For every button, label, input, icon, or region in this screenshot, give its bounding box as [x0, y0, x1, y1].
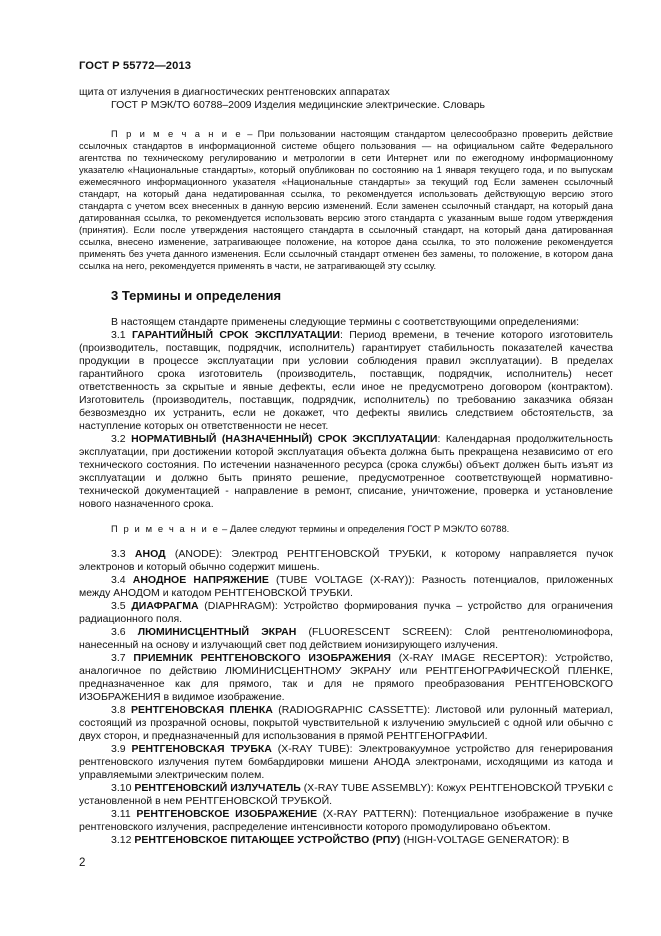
term-name: РЕНТГЕНОВСКОЕ ПИТАЮЩЕЕ УСТРОЙСТВО (РПУ): [134, 834, 401, 846]
term-definition: (X-RAY TUBE ASSEMBLY): Кожух РЕНТГЕНОВСКОЙ ТРУБКИ с установленной в нем РЕНТГЕНОВСКОЙ ТРУБКОЙ.: [79, 782, 613, 807]
term-definition: (X-RAY PATTERN): Потенциальное изображение в пучке рентгеновского излучения, распределение интенсивности которого промодулировано объектом.: [79, 808, 614, 833]
term-number: 3.6: [111, 626, 138, 638]
term-name: РЕНТГЕНОВСКАЯ ТРУБКА: [131, 743, 272, 755]
term-name: РЕНТГЕНОВСКИЙ ИЗЛУЧАТЕЛЬ: [134, 782, 301, 794]
term-name: РЕНТГЕНОВСКОЕ ИЗОБРАЖЕНИЕ: [136, 808, 318, 820]
intro-line-2: ГОСТ Р МЭК/ТО 60788–2009 Изделия медицинские электрические. Словарь: [111, 99, 486, 111]
term-number: 3.3: [111, 548, 135, 560]
term-name: ЛЮМИНИСЦЕНТНЫЙ ЭКРАН: [137, 626, 297, 638]
term-number: 3.7: [111, 652, 134, 664]
note-label: П р и м е ч а н и е: [111, 523, 220, 534]
term-definition: (DIAPHRAGM): Устройство формирования пучка – устройство для ограничения радиационного поля.: [79, 600, 613, 625]
term-definition: (X-RAY IMAGE RECEPTOR): Устройство, аналогичное по действию ЛЮМИНИСЦЕНТНОМУ ЭКРАНУ или РЕНТГЕНОГРАФИЧЕСКОЙ ПЛЕНКЕ, предназначенное как для прямого, так и для не прямого преобразования РЕНТГЕНОВСКОГО ИЗОБРАЖЕНИЯ в видимое изображение.: [79, 652, 613, 703]
term-3-4: [79, 574, 613, 600]
term-number: 3.9: [111, 743, 132, 755]
term-3-8: [79, 704, 613, 743]
term-3-3: [79, 548, 613, 574]
term-name: АНОД: [134, 548, 166, 560]
term-3-9: [79, 743, 613, 782]
term-definition: (FLUORESCENT SCREEN): Слой рентгенолюминофора, нанесенный на основу и излучающий свет под действием ионизирующего излучения.: [79, 626, 614, 651]
standard-code-header: ГОСТ Р 55772—2013: [79, 60, 192, 72]
term-definition: (TUBE VOLTAGE (X-RAY)): Разность потенциалов, приложенных между АНОДОМ и катодом РЕНТГЕНОВСКОЙ ТРУБКИ.: [79, 574, 614, 599]
term-definition: (X-RAY TUBE): Электровакуумное устройство для генерирования рентгеновского излучения путем бомбардировки мишени АНОДА электронами, исходящими из катода и управляемыми электрическим полем.: [79, 743, 613, 781]
term-definition: : Календарная продолжительность эксплуатации, при достижении которой эксплуатация объекта должна быть прекращена независимо от его технического состояния. По истечении назначенного ресурса (срока службы) объект должен быть изъят из эксплуатации и должно быть принято решение, предусмотренное соответствующей нормативно-технической документацией - направление в ремонт, списание, уничтожение, проверка и установление нового назначенного срока.: [79, 433, 613, 510]
term-name: АНОДНОЕ НАПРЯЖЕНИЕ: [132, 574, 269, 586]
note-label: П р и м е ч а н и е: [111, 128, 243, 139]
page-number: 2: [79, 857, 86, 869]
term-definition: : Период времени, в течение которого изготовитель (производитель, поставщик, подрядчик, исполнитель) гарантирует стабильность показателей качества продукции в процессе эксплуатации при условии соблюдения правил эксплуатации). В пределах гарантийного срока изготовитель (производитель, поставщик, подрядчик, исполнитель) несет ответственность за скрытые и явные дефекты, если иное не предусмотрено договором (контрактом). Изготовитель (производитель, поставщик, подрядчик, исполнитель) по требованию заказчика обязан безвозмездно их устранить, если не докажет, что дефекты явились следствием обстоятельств, за наступление которых он ответственности не несет.: [79, 329, 614, 432]
term-number: 3.11: [111, 808, 137, 820]
page-content: [79, 86, 613, 847]
section-heading: 3 Термины и определения: [111, 288, 282, 303]
term-definition: (HIGH-VOLTAGE GENERATOR): В: [400, 834, 570, 846]
term-3-5: [79, 600, 613, 626]
term-3-2: [79, 433, 613, 511]
term-definition: (ANODE): Электрод РЕНТГЕНОВСКОЙ ТРУБКИ, к которому направляется пучок электронов и который обычно содержит мишень.: [79, 548, 614, 573]
term-number: 3.10: [111, 782, 135, 794]
term-definition: (RADIOGRAPHIC CASSETTE): Листовой или рулонный материал, состоящий из прозрачной основы, покрытой чувствительной к излучению эмульсией с одной или обычно с двух сторон, и предназначенный для использования в прямой РЕНТГЕНОГРАФИИ.: [79, 704, 613, 742]
note-text: – При пользовании настоящим стандартом целесообразно проверить действие ссылочных стандартов в информационной системе общего пользования — на официальном сайте Федерального агентства по техническому регулированию и метрологии в сети Интернет или по ежегодному информационному указателю «Национальные стандарты», который опубликован по состоянию на 1 января текущего года, и по выпускам ежемесячного информационного указателя «Национальные стандарты» за текущий год Если заменен ссылочный стандарт, на который дана недатированная ссылка, то рекомендуется использовать действующую версию этого стандарта с учетом всех внесенных в данную версию изменений. Если заменен ссылочный стандарт, на который дана датированная ссылка, то рекомендуется использовать версию этого стандарта с указанным выше годом утверждения (принятия). Если после утверждения настоящего стандарта в ссылочный стандарт, на который дана датированная ссылка, внесено изменение, затрагивающее положение, на которое дана ссылка, то это положение рекомендуется применять без учета данного изменения. Если ссылочный стандарт отменен без замены, то положение, в котором дана ссылка на него, рекомендуется применять в части, не затрагивающей эту ссылку.: [79, 128, 613, 271]
term-3-6: [79, 626, 613, 652]
term-name: ПРИЕМНИК РЕНТГЕНОВСКОГО ИЗОБРАЖЕНИЯ: [133, 652, 391, 664]
term-number: 3.2: [111, 433, 132, 445]
term-3-11: [79, 808, 613, 834]
term-name: НОРМАТИВНЫЙ (НАЗНАЧЕННЫЙ) СРОК ЭКСПЛУАТАЦИИ: [131, 433, 438, 445]
note-text: – Далее следуют термины и определения ГОСТ Р МЭК/ТО 60788.: [219, 523, 510, 534]
term-3-7: [79, 652, 613, 704]
term-number: 3.1: [111, 329, 132, 341]
section-intro: В настоящем стандарте применены следующие термины с соответствующими определениями:: [111, 316, 580, 328]
term-number: 3.12: [111, 834, 135, 846]
term-name: ГАРАНТИЙНЫЙ СРОК ЭКСПЛУАТАЦИИ: [131, 329, 340, 341]
term-name: ДИАФРАГМА: [131, 600, 199, 612]
term-name: РЕНТГЕНОВСКАЯ ПЛЕНКА: [130, 704, 273, 716]
term-number: 3.5: [111, 600, 132, 612]
term-number: 3.8: [111, 704, 131, 716]
note-reference-standards: [79, 128, 613, 272]
term-3-10: [79, 782, 613, 808]
intro-line-1: щита от излучения в диагностических рентгеновских аппаратах: [79, 86, 390, 98]
note-gost-terms: [79, 523, 613, 535]
term-number: 3.4: [111, 574, 133, 586]
term-3-1: [79, 329, 613, 433]
term-3-12: [79, 834, 613, 847]
